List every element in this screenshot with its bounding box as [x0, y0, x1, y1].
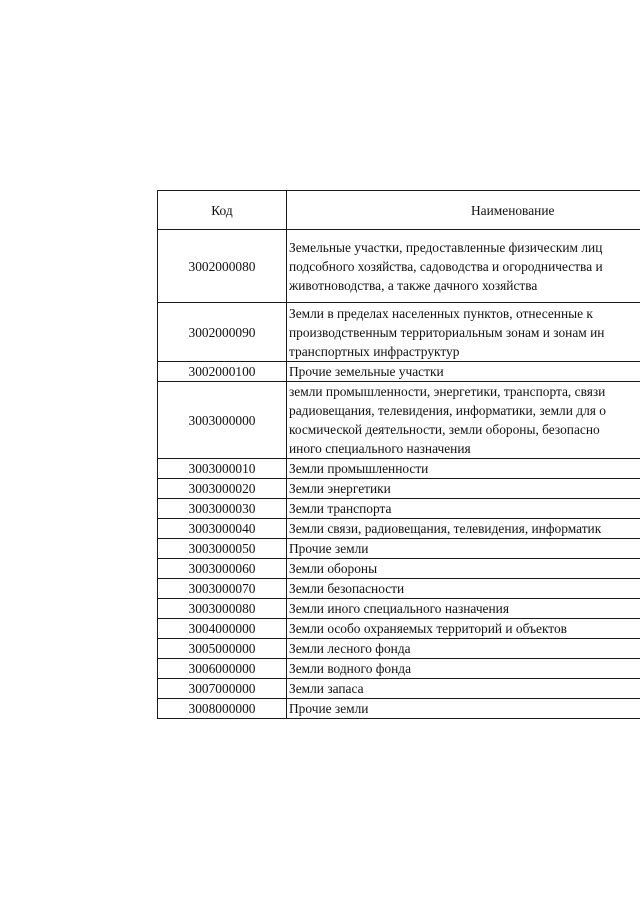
table-row [158, 499, 640, 519]
row-name: Земли энергетики [287, 479, 640, 499]
row-name-line: подсобного хозяйства, садоводства и огородничества и [289, 258, 603, 274]
table-header-row [158, 191, 640, 230]
row-name: Земли безопасности [287, 579, 640, 599]
row-code: 3002000100 [158, 362, 287, 382]
table-row [158, 599, 640, 619]
row-code: 3006000000 [158, 659, 287, 679]
table-row [158, 579, 640, 599]
row-name: Земли иного специального назначения [287, 599, 640, 619]
row-name-line: земли промышленности, энергетики, транспорта, связи [289, 384, 606, 399]
row-code: 3005000000 [158, 639, 287, 659]
row-name [287, 382, 640, 459]
table-row [158, 699, 640, 719]
table-row [158, 539, 640, 559]
table-row [158, 619, 640, 639]
table-row [158, 559, 640, 579]
row-name: Земли транспорта [287, 499, 640, 519]
row-name-line: животноводства, а также дачного хозяйства [289, 277, 538, 293]
row-name: Земли запаса [287, 679, 640, 699]
row-code: 3003000030 [158, 499, 287, 519]
row-name [287, 230, 640, 303]
row-name-line: космической деятельности, земли обороны, безопасно [289, 422, 600, 437]
row-code: 3003000040 [158, 519, 287, 539]
row-name: Прочие земли [287, 539, 640, 559]
row-name: Земли водного фонда [287, 659, 640, 679]
row-code: 3003000020 [158, 479, 287, 499]
table-row [158, 382, 640, 459]
row-name: Земли лесного фонда [287, 639, 640, 659]
table-row [158, 303, 640, 362]
row-name: Земли особо охраняемых территорий и объектов [287, 619, 640, 639]
row-name [287, 303, 640, 362]
row-name: Земли обороны [287, 559, 640, 579]
row-code: 3003000070 [158, 579, 287, 599]
table-row [158, 362, 640, 382]
row-code: 3008000000 [158, 699, 287, 719]
row-name-line: производственным территориальным зонам и зонам ин [289, 324, 605, 340]
row-code: 3002000090 [158, 303, 287, 362]
row-name: Земли связи, радиовещания, телевидения, информатик [287, 519, 640, 539]
column-header-name: Наименование [287, 191, 640, 230]
row-code: 3007000000 [158, 679, 287, 699]
row-name: Прочие земли [287, 699, 640, 719]
row-name-line: иного специального назначения [289, 441, 471, 456]
table-row [158, 479, 640, 499]
table-row [158, 679, 640, 699]
table-row [158, 639, 640, 659]
column-header-code: Код [158, 191, 287, 230]
row-name: Прочие земельные участки [287, 362, 640, 382]
row-code: 3003000060 [158, 559, 287, 579]
row-code: 3003000080 [158, 599, 287, 619]
row-code: 3003000010 [158, 459, 287, 479]
land-category-table [157, 190, 640, 719]
table-row [158, 459, 640, 479]
table-row [158, 519, 640, 539]
table-row [158, 230, 640, 303]
row-name-line: Земли в пределах населенных пунктов, отнесенные к [289, 305, 593, 321]
row-code: 3003000000 [158, 382, 287, 459]
row-code: 3003000050 [158, 539, 287, 559]
row-name-line: радиовещания, телевидения, информатики, земли для о [289, 403, 606, 418]
table-row [158, 659, 640, 679]
row-name-line: транспортных инфраструктур [289, 343, 460, 359]
row-code: 3004000000 [158, 619, 287, 639]
row-name: Земли промышленности [287, 459, 640, 479]
row-code: 3002000080 [158, 230, 287, 303]
row-name-line: Земельные участки, предоставленные физическим лиц [289, 239, 603, 255]
